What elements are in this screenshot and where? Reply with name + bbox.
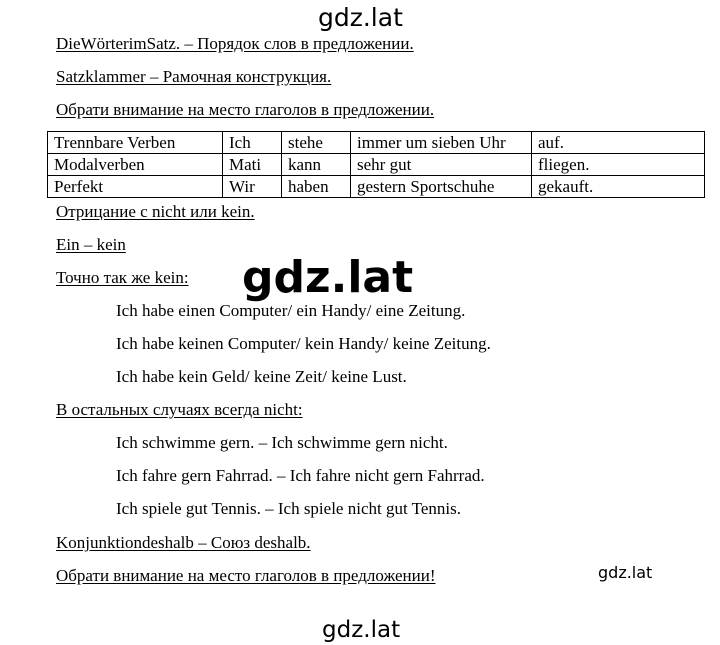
table-cell: immer um sieben Uhr (351, 132, 532, 154)
table-row (48, 154, 705, 176)
table-cell: haben (282, 176, 351, 198)
example-line: Ich fahre gern Fahrrad. – Ich fahre nicht gern Fahrrad. (116, 466, 485, 485)
table-cell: sehr gut (351, 154, 532, 176)
example-line: Ich habe einen Computer/ ein Handy/ eine Zeitung. (116, 301, 466, 320)
table-cell: gekauft. (532, 176, 705, 198)
table-cell: Trennbare Verben (48, 132, 223, 154)
table-cell: Wir (223, 176, 282, 198)
heading-kein-same: Точно так же kein: (56, 268, 189, 287)
heading-satzklammer: Satzklammer – Рамочная конструкция. (56, 67, 332, 86)
table-row (48, 176, 705, 198)
table-cell: Perfekt (48, 176, 223, 198)
table-cell: fliegen. (532, 154, 705, 176)
watermark-center: gdz.lat (242, 252, 414, 303)
example-line: Ich schwimme gern. – Ich schwimme gern nicht. (116, 433, 448, 452)
example-line: Ich habe keinen Computer/ kein Handy/ keine Zeitung. (116, 334, 491, 353)
table-cell: kann (282, 154, 351, 176)
table-cell: auf. (532, 132, 705, 154)
heading-ein-kein: Ein – kein (56, 235, 126, 254)
watermark-top: gdz.lat (318, 3, 403, 32)
example-line: Ich habe kein Geld/ keine Zeit/ keine Lust. (116, 367, 407, 386)
table-cell: Ich (223, 132, 282, 154)
table-cell: gestern Sportschuhe (351, 176, 532, 198)
table-row (48, 132, 705, 154)
heading-verb-position-final: Обрати внимание на место глаголов в предложении! (56, 566, 436, 585)
verb-position-table (47, 131, 705, 198)
heading-conjunction: Konjunktiondeshalb – Союз deshalb. (56, 533, 311, 552)
watermark-bottom: gdz.lat (322, 617, 401, 643)
table-cell: Modalverben (48, 154, 223, 176)
heading-negation: Отрицание с nicht или kein. (56, 202, 255, 221)
table-cell: Mati (223, 154, 282, 176)
table-cell: stehe (282, 132, 351, 154)
heading-nicht-rule: В остальных случаях всегда nicht: (56, 400, 303, 419)
example-line: Ich spiele gut Tennis. – Ich spiele nicht gut Tennis. (116, 499, 461, 518)
watermark-right: gdz.lat (598, 563, 653, 582)
heading-verb-position: Обрати внимание на место глаголов в предложении. (56, 100, 435, 119)
heading-word-order: DieWörterimSatz. – Порядок слов в предложении. (56, 34, 414, 53)
